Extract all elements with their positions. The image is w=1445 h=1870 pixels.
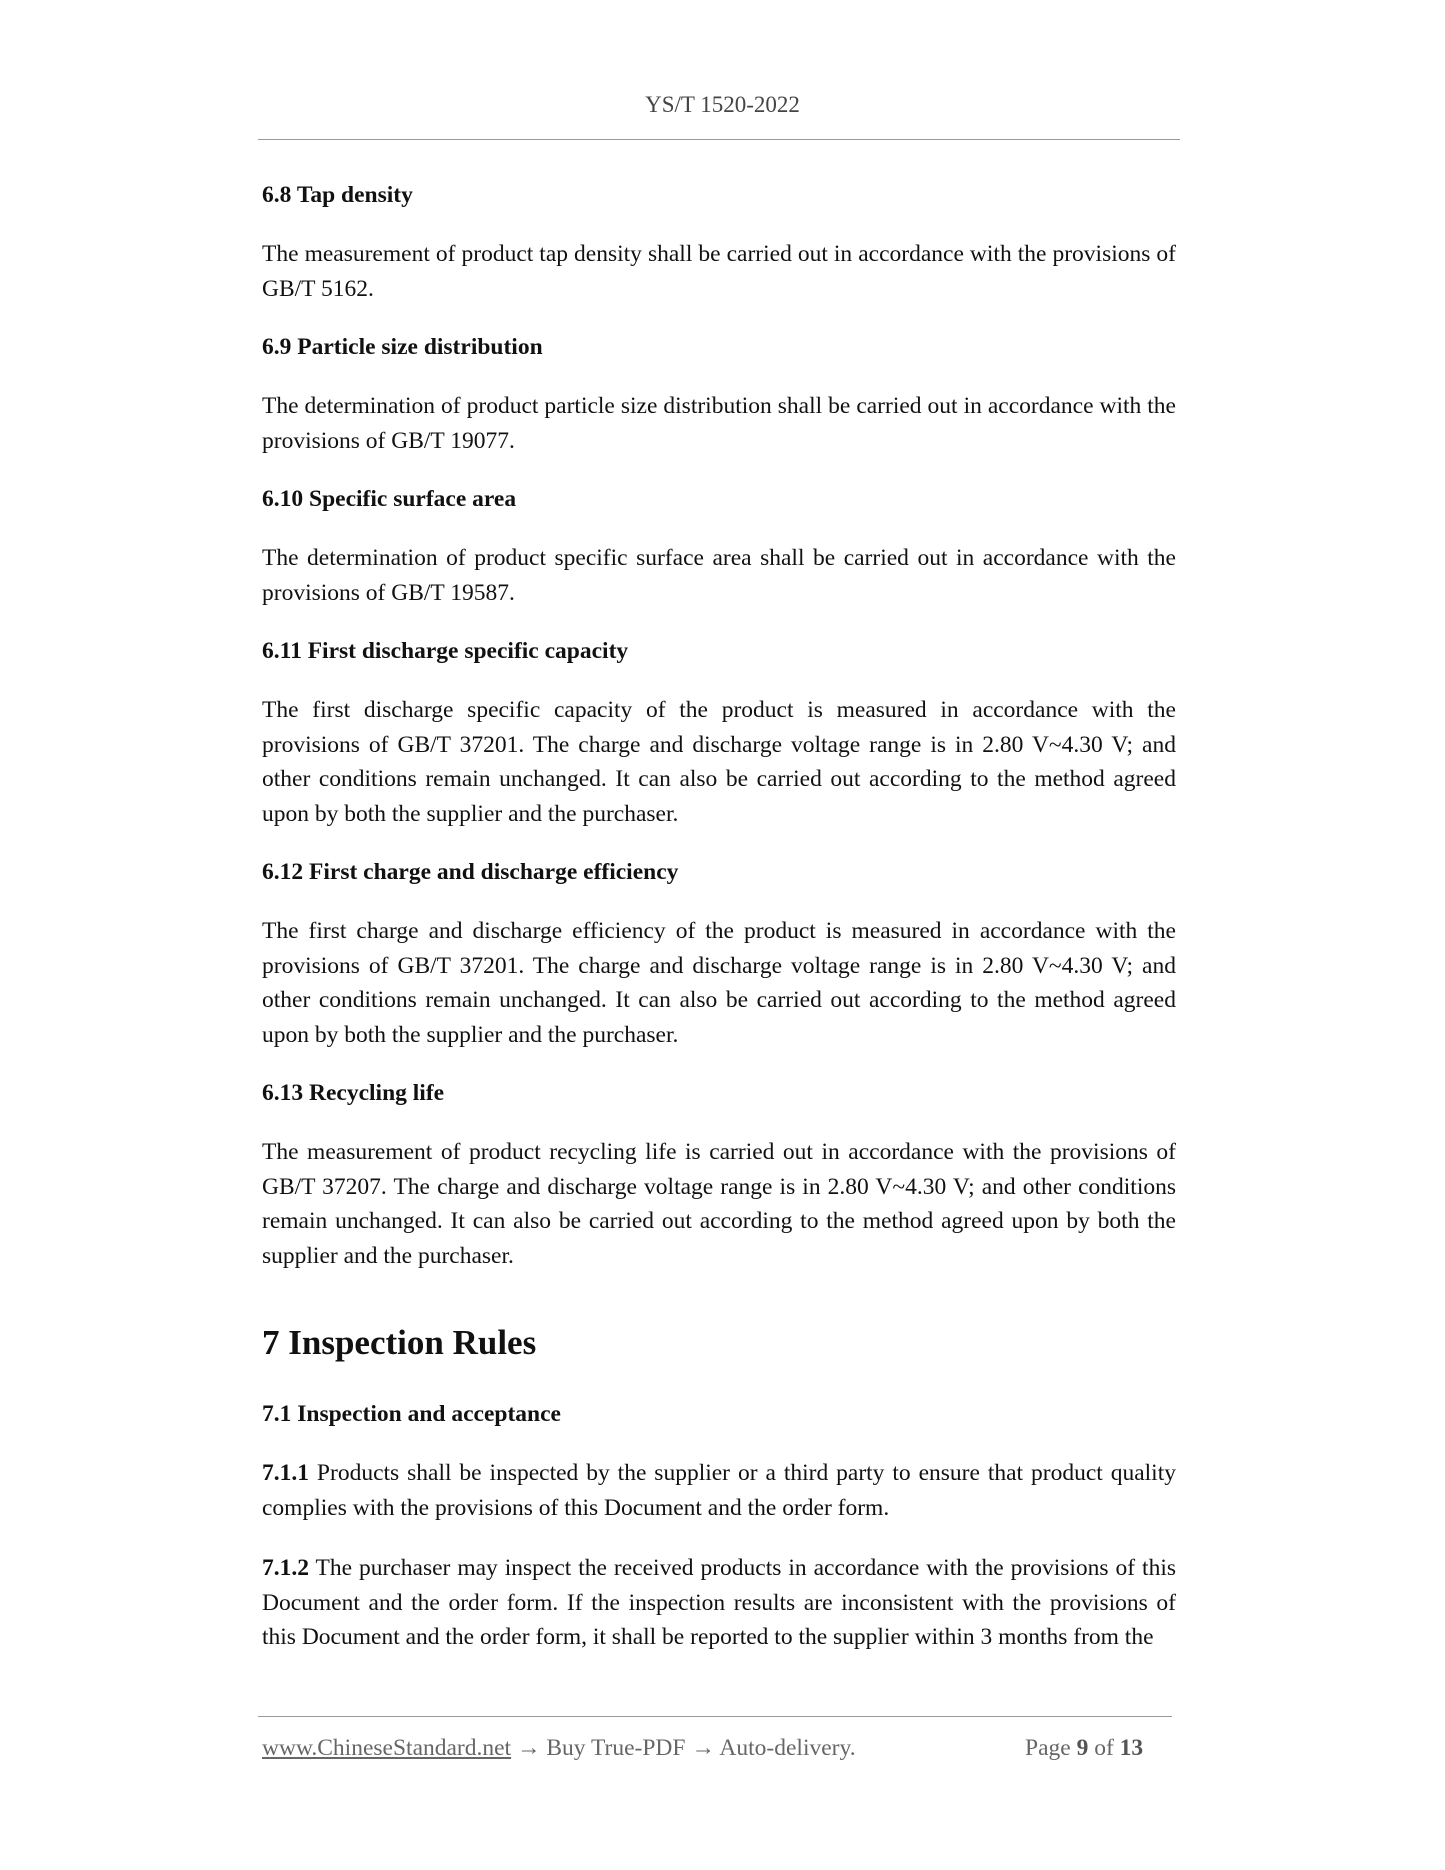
clause-7-1-1-number: 7.1.1 [262, 1460, 309, 1486]
total-pages-number: 13 [1119, 1735, 1144, 1761]
section-6-10-heading: 6.10 Specific surface area [262, 486, 517, 512]
section-7-1-heading: 7.1 Inspection and acceptance [262, 1401, 561, 1427]
clause-7-1-2-text: The purchaser may inspect the received products in accordance with the provisions of this Document and the order form. If the inspection results are inconsistent with the provisions of this Document and the order form, it shall be reported to the supplier within 3 months from the [262, 1555, 1176, 1650]
section-6-11-heading: 6.11 First discharge specific capacity [262, 638, 629, 664]
section-6-12-body: The first charge and discharge efficiency of the product is measured in accordance with the provisions of GB/T 37201. The charge and discharge voltage range is in 2.80 V~4.30 V; and other conditions remain unchanged. It can also be carried out according to the method agreed upon by both the supplier and the purchaser. [262, 918, 1176, 1048]
arrow-right-icon: → [511, 1735, 547, 1761]
section-6-13-heading: 6.13 Recycling life [262, 1080, 445, 1106]
clause-7-1-1 [262, 1456, 1176, 1525]
footer-divider [258, 1716, 1172, 1717]
header-divider [258, 139, 1180, 140]
of-label: of [1094, 1735, 1114, 1761]
chapter-7-heading: 7 Inspection Rules [262, 1323, 537, 1362]
page-label: Page [1025, 1735, 1071, 1761]
section-6-9-heading: 6.9 Particle size distribution [262, 334, 543, 360]
section-6-9-body: The determination of product particle size distribution shall be carried out in accordance with the provisions of GB/T 19077. [262, 393, 1176, 454]
section-6-13-body: The measurement of product recycling life is carried out in accordance with the provisions of GB/T 37207. The charge and discharge voltage range is in 2.80 V~4.30 V; and other conditions remain unchanged. It can also be carried out according to the method agreed upon by both the supplier and the purchaser. [262, 1139, 1176, 1269]
website-link[interactable]: www.ChineseStandard.net [262, 1735, 512, 1761]
document-header-id: YS/T 1520-2022 [645, 92, 800, 117]
section-6-8-body: The measurement of product tap density shall be carried out in accordance with the provisions of GB/T 5162. [262, 241, 1176, 302]
section-6-10-body: The determination of product specific surface area shall be carried out in accordance with the provisions of GB/T 19587. [262, 545, 1176, 606]
page-content [262, 180, 1176, 1655]
current-page-number: 9 [1076, 1735, 1089, 1761]
footer-promo [262, 1735, 856, 1762]
auto-delivery-text: Auto-delivery. [719, 1735, 856, 1761]
page-indicator [1025, 1735, 1143, 1762]
clause-7-1-2-number: 7.1.2 [262, 1555, 309, 1581]
clause-7-1-1-text: Products shall be inspected by the supplier or a third party to ensure that product quality complies with the provisions of this Document and the order form. [262, 1460, 1176, 1521]
clause-7-1-2 [262, 1551, 1176, 1655]
section-6-11-body: The first discharge specific capacity of the product is measured in accordance with the provisions of GB/T 37201. The charge and discharge voltage range is in 2.80 V~4.30 V; and other conditions remain unchanged. It can also be carried out according to the method agreed upon by both the supplier and the purchaser. [262, 697, 1176, 827]
section-6-8-heading: 6.8 Tap density [262, 182, 413, 208]
buy-true-pdf-text: Buy True-PDF [546, 1735, 686, 1761]
section-6-12-heading: 6.12 First charge and discharge efficiency [262, 859, 679, 885]
arrow-right-icon: → [685, 1735, 720, 1761]
